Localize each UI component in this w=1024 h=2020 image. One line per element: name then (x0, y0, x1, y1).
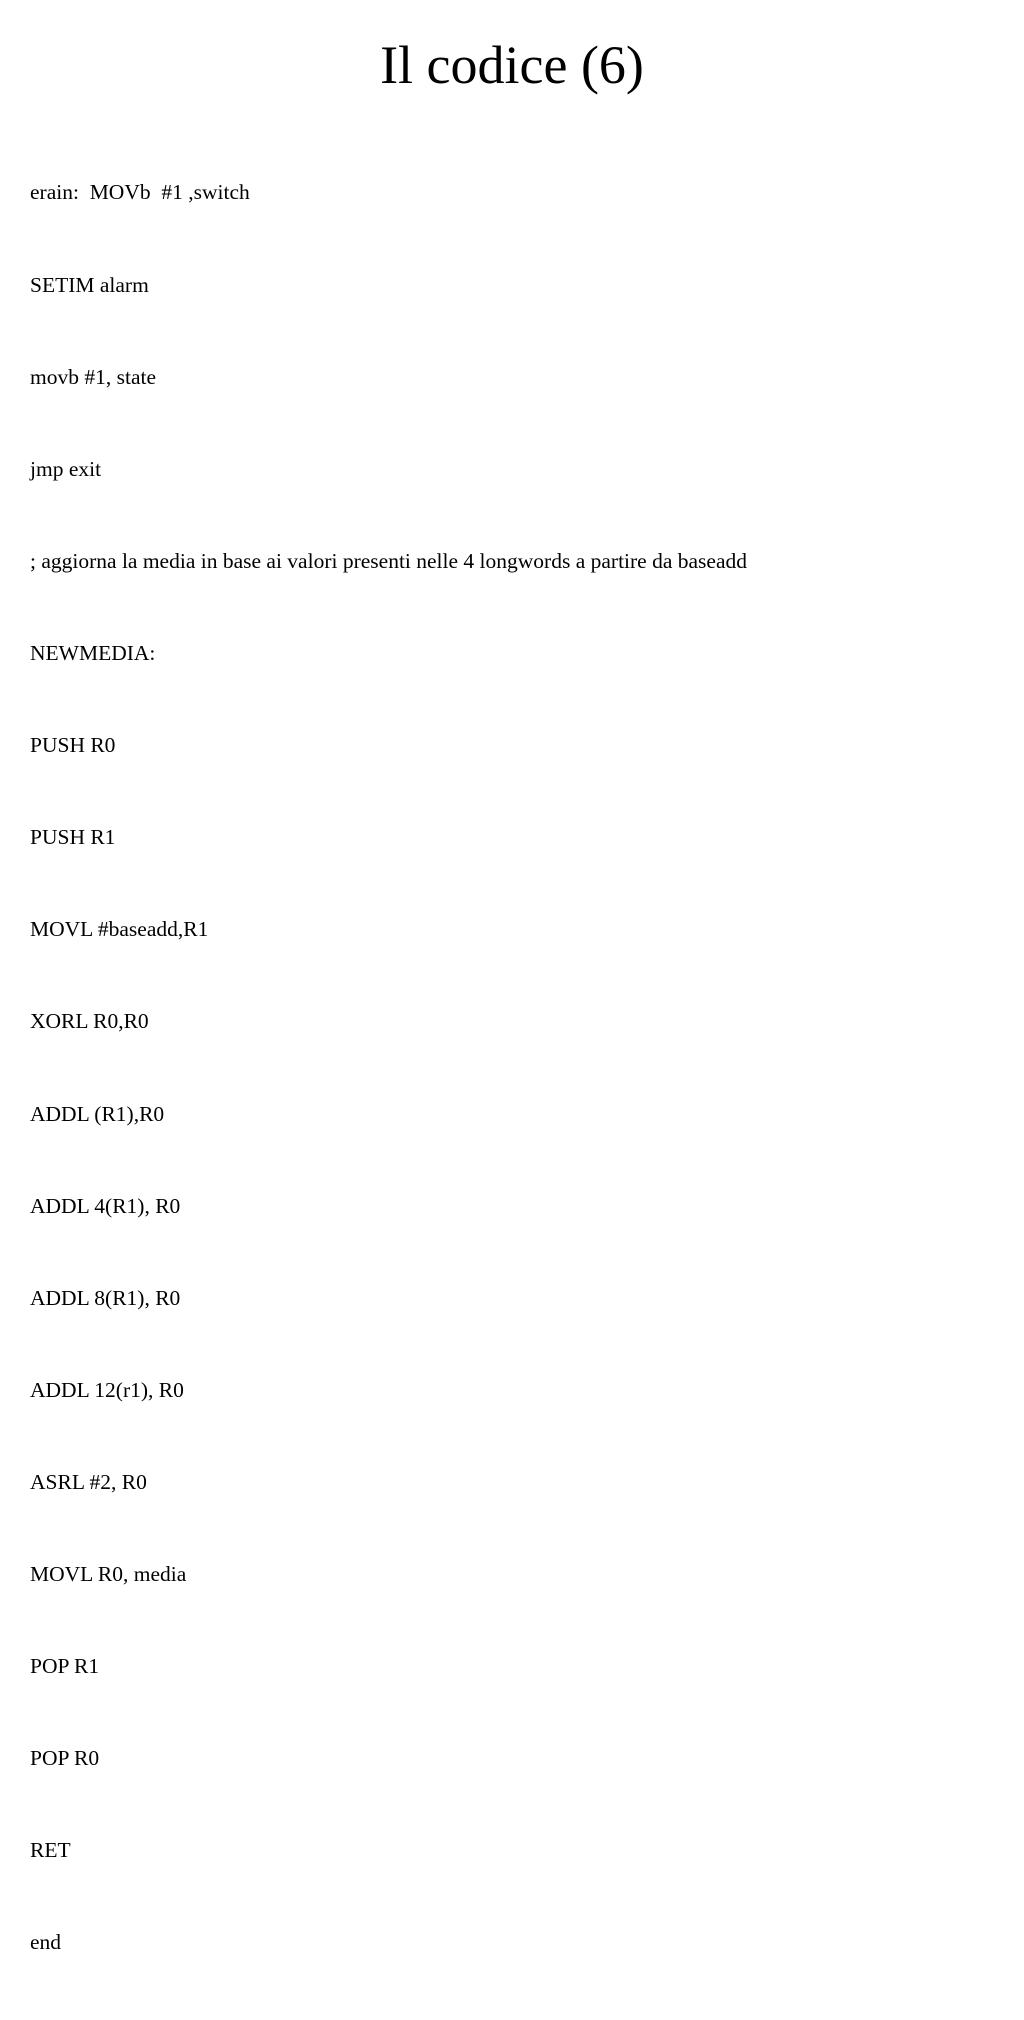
code-line: ADDL 12(r1), R0 (30, 1377, 184, 1402)
code-line: ADDL (R1),R0 (30, 1101, 165, 1126)
code-listing (30, 116, 747, 2020)
code-line: end (30, 1930, 62, 1955)
slide-title: Il codice (6) (380, 35, 644, 95)
code-label-line: NEWMEDIA: (30, 640, 156, 665)
code-line: jmp exit (30, 456, 102, 481)
code-line: POP R1 (30, 1654, 100, 1679)
code-line: ADDL 8(R1), R0 (30, 1285, 181, 1310)
code-line: PUSH R1 (30, 825, 116, 850)
code-line: SETIM alarm (30, 272, 149, 297)
code-line: PUSH R0 (30, 733, 116, 758)
code-line: MOVL R0, media (30, 1562, 187, 1587)
code-line: erain: MOVb #1 ,switch (30, 180, 250, 205)
code-line: MOVL #baseadd,R1 (30, 917, 209, 942)
code-line: ASRL #2, R0 (30, 1469, 147, 1494)
code-line: XORL R0,R0 (30, 1009, 149, 1034)
code-line: ADDL 4(R1), R0 (30, 1193, 181, 1218)
code-line: POP R0 (30, 1746, 100, 1771)
code-line: RET (30, 1838, 71, 1863)
code-comment-line: ; aggiorna la media in base ai valori presenti nelle 4 longwords a partire da baseadd (30, 548, 748, 573)
code-line: movb #1, state (30, 364, 156, 389)
